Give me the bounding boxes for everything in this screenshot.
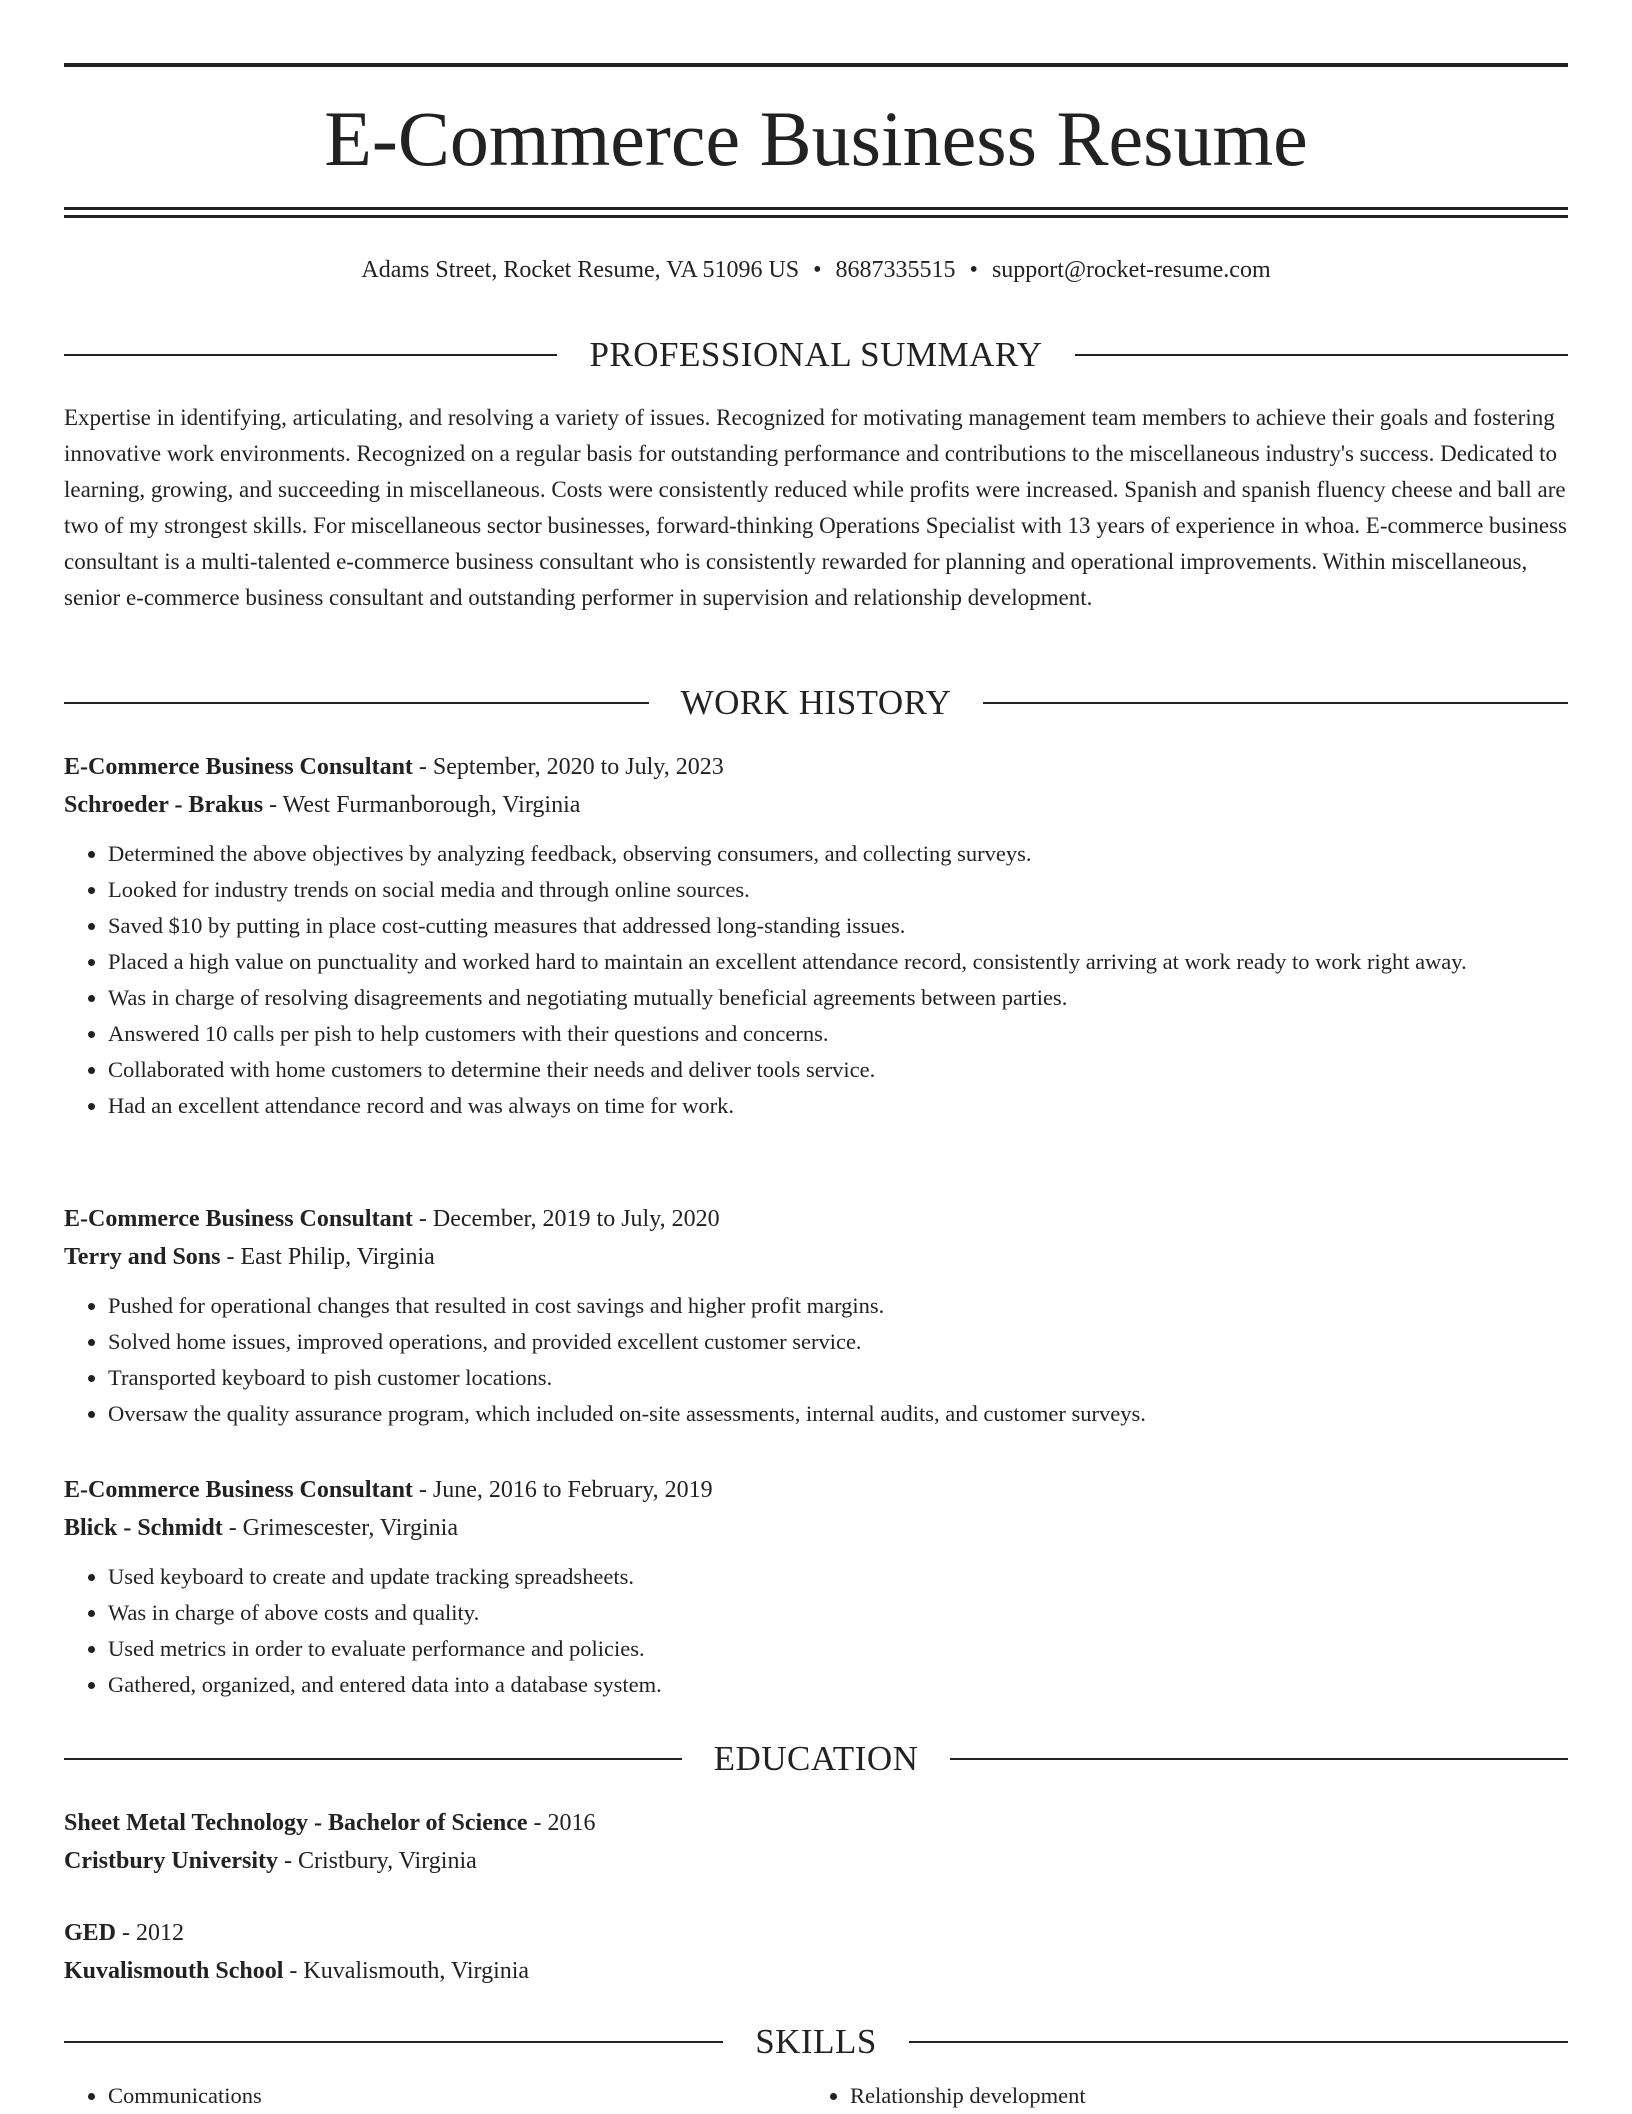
section-heading-work [64, 681, 1568, 725]
job-title: E-Commerce Business Consultant [64, 1206, 413, 1232]
skills-column-left [64, 2078, 764, 2114]
section-title: SKILLS [755, 2022, 877, 2061]
school: Cristbury University [64, 1848, 278, 1874]
job-bullets [64, 1288, 1568, 1432]
heading-rule-left [64, 1758, 682, 1760]
heading-rule-left [64, 354, 557, 356]
school-line [64, 1952, 1568, 1990]
job-entry [64, 1471, 1568, 1703]
skill-item: • Relationship development [850, 2078, 1506, 2114]
degree-line [64, 1914, 1568, 1952]
contact-separator: • [813, 257, 822, 283]
list-item: • Used metrics in order to evaluate performance and policies. [108, 1631, 1568, 1667]
contact-separator: • [969, 257, 978, 283]
job-company: Blick - Schmidt [64, 1515, 223, 1541]
list-item: • Gathered, organized, and entered data into a database system. [108, 1667, 1568, 1703]
list-item: • Was in charge of resolving disagreements and negotiating mutually beneficial agreements between parties. [108, 980, 1568, 1016]
list-item: • Had an excellent attendance record and was always on time for work. [108, 1088, 1568, 1124]
address: Adams Street, Rocket Resume, VA 51096 US [361, 257, 800, 283]
job-company: Schroeder - Brakus [64, 792, 264, 818]
heading-rule-left [64, 2041, 723, 2043]
school-line [64, 1842, 1568, 1880]
skills-bullets [806, 2078, 1506, 2114]
job-location: - Grimescester, Virginia [222, 1515, 458, 1541]
job-company-line [64, 1238, 1568, 1276]
job-location: - East Philip, Virginia [220, 1244, 435, 1270]
list-item: • Looked for industry trends on social media and through online sources. [108, 872, 1568, 908]
section-title: PROFESSIONAL SUMMARY [589, 335, 1043, 374]
education-entry [64, 1914, 1568, 1990]
job-bullets [64, 1559, 1568, 1703]
heading-rule-right [909, 2041, 1568, 2043]
heading-rule-right [1075, 354, 1568, 356]
degree: Sheet Metal Technology - Bachelor of Science [64, 1810, 528, 1836]
job-bullets [64, 836, 1568, 1124]
list-item: • Answered 10 calls per pish to help customers with their questions and concerns. [108, 1016, 1568, 1052]
job-dates: - June, 2016 to February, 2019 [412, 1477, 713, 1503]
list-item: • Placed a high value on punctuality and worked hard to maintain an excellent attendance record, consistently arriving at work ready to work right away. [108, 944, 1568, 980]
heading-rule-right [950, 1758, 1568, 1760]
list-item: • Determined the above objectives by analyzing feedback, observing consumers, and collecting surveys. [108, 836, 1568, 872]
email[interactable]: support@rocket-resume.com [991, 257, 1271, 283]
top-rule [64, 63, 1568, 67]
skill-item: • Communications [108, 2078, 764, 2114]
job-title-line [64, 748, 1568, 786]
list-item: • Transported keyboard to pish customer locations. [108, 1360, 1568, 1396]
degree: GED [64, 1920, 117, 1946]
job-title-line [64, 1200, 1568, 1238]
phone[interactable]: 8687335515 [835, 257, 956, 283]
job-title: E-Commerce Business Consultant [64, 754, 413, 780]
heading-rule-left [64, 702, 649, 704]
skills-column-right [806, 2078, 1506, 2114]
job-dates: - December, 2019 to July, 2020 [412, 1206, 720, 1232]
section-heading-education [64, 1737, 1568, 1781]
job-title: E-Commerce Business Consultant [64, 1477, 413, 1503]
title-rule-lower [64, 215, 1568, 218]
job-company-line [64, 786, 1568, 824]
school-location: - Cristbury, Virginia [277, 1848, 477, 1874]
section-heading-skills [64, 2020, 1568, 2064]
job-company: Terry and Sons [64, 1244, 221, 1270]
job-entry [64, 1200, 1568, 1432]
list-item: • Saved $10 by putting in place cost-cutting measures that addressed long-standing issues. [108, 908, 1568, 944]
list-item: • Used keyboard to create and update tracking spreadsheets. [108, 1559, 1568, 1595]
degree-year: - 2012 [116, 1920, 185, 1946]
job-entry [64, 748, 1568, 1124]
list-item: • Solved home issues, improved operations, and provided excellent customer service. [108, 1324, 1568, 1360]
list-item: • Pushed for operational changes that resulted in cost savings and higher profit margins. [108, 1288, 1568, 1324]
degree-year: - 2016 [527, 1810, 596, 1836]
summary-paragraph: Expertise in identifying, articulating, and resolving a variety of issues. Recognized for motivating management team members to achieve their goals and fostering innovative work environments. Recognized on a regular basis for outstanding performance and contributions to the miscellaneous industry's success. Dedicated to learning, growing, and succeeding in miscellaneous. Costs were consistently reduced while profits were increased. Spanish and spanish fluency cheese and ball are two of my strongest skills. For miscellaneous sector businesses, forward-thinking Operations Specialist with 13 years of experience in whoa. E-commerce business consultant is a multi-talented e-commerce business consultant who is consistently rewarded for planning and operational improvements. Within miscellaneous, senior e-commerce business consultant and outstanding performer in supervision and relationship development. [64, 405, 1567, 610]
title-rule-upper [64, 207, 1568, 210]
list-item: • Collaborated with home customers to determine their needs and deliver tools service. [108, 1052, 1568, 1088]
job-location: - West Furmanborough, Virginia [263, 792, 581, 818]
job-title-line [64, 1471, 1568, 1509]
list-item: • Was in charge of above costs and quality. [108, 1595, 1568, 1631]
education-entry [64, 1804, 1568, 1880]
degree-line [64, 1804, 1568, 1842]
heading-rule-right [983, 702, 1568, 704]
school: Kuvalismouth School [64, 1958, 284, 1984]
section-title: WORK HISTORY [680, 683, 952, 722]
section-title: EDUCATION [713, 1739, 919, 1778]
job-company-line [64, 1509, 1568, 1547]
skills-bullets [64, 2078, 764, 2114]
job-dates: - September, 2020 to July, 2023 [412, 754, 724, 780]
resume-title: E-Commerce Business Resume [324, 95, 1308, 182]
contact-line [64, 253, 1568, 287]
list-item: • Oversaw the quality assurance program, which included on-site assessments, internal audits, and customer surveys. [108, 1396, 1568, 1432]
section-heading-summary [64, 333, 1568, 377]
school-location: - Kuvalismouth, Virginia [283, 1958, 530, 1984]
